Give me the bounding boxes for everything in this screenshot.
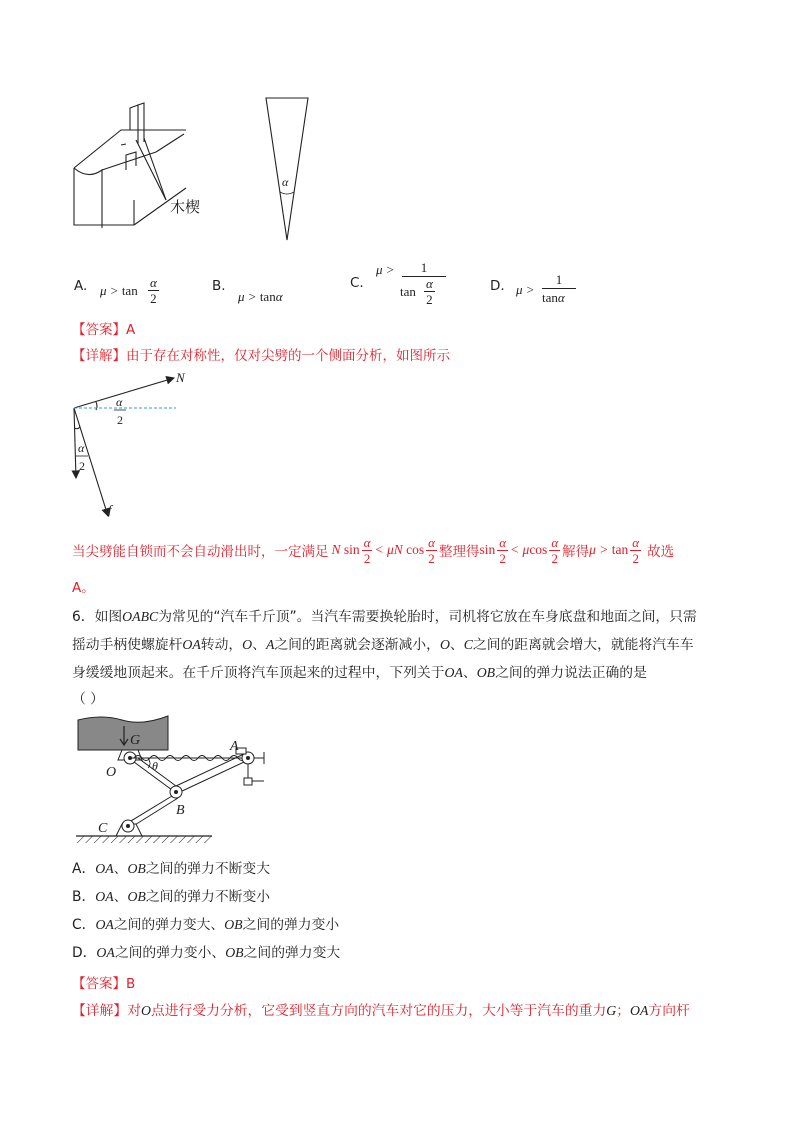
q5-condition-line: 当尖劈能自锁而不会自动滑出时，一定满足 N sin $\frac{\alpha}{2}$ < μN cos $\frac{\alpha}{2}$ 整理得 sin $\frac{\alpha}{2}$ < μcos $\frac{\alpha}{2}$ 解得 μ > tan $\frac{\alpha}{2}$ 故选: [72, 534, 675, 566]
option-d-expr: μ >: [516, 282, 535, 297]
jack-c-label: C: [98, 821, 108, 836]
q5-answer: 【答案】A: [72, 322, 136, 338]
jack-b-label: B: [176, 803, 185, 818]
option-a-expr: μ > tan: [100, 283, 138, 298]
jack-g-label: G: [130, 733, 141, 748]
svg-text:α: α: [78, 441, 85, 455]
wedge-angle-label: α: [282, 175, 289, 189]
svg-text:2: 2: [117, 413, 123, 427]
svg-text:θ: θ: [152, 759, 158, 773]
wedge-triangle-figure: [258, 94, 318, 244]
q5-detail: 【详解】由于存在对称性，仅对尖劈的一个侧面分析，如图所示: [72, 348, 450, 364]
option-b[interactable]: B. μ > tanα: [212, 278, 283, 304]
q6-line-2: 摇动手柄使螺旋杆OA转动，O、A之间的距离就会逐渐减小，O、C之间的距离就会增大，就能将汽车车: [72, 637, 694, 653]
q6-line-1: 6．如图OABC为常见的“汽车千斤顶”。当汽车需要换轮胎时，司机将它放在车身底盘和地面之间，只需: [72, 609, 697, 625]
q5-final: A。: [72, 580, 95, 596]
option-a[interactable]: A. μ > tan $\frac{\alpha}{2}$: [74, 275, 157, 306]
force-f-label: f: [108, 502, 112, 517]
option-b-expr: μ > tanα: [238, 289, 283, 304]
option-c[interactable]: C. μ > 1 tan $\frac{\alpha}{2}$: [350, 258, 460, 310]
q6-option-c[interactable]: C．OA之间的弹力变大、OB之间的弹力变小: [72, 917, 340, 933]
option-d[interactable]: D. μ > 1 tanα: [490, 270, 600, 310]
q6-answer: 【答案】B: [72, 976, 136, 992]
force-diagram: [64, 366, 194, 518]
wedge-label: 木楔: [170, 200, 201, 216]
log-wedge-figure: [66, 100, 236, 230]
jack-a-label: A: [230, 739, 239, 754]
q6-option-b[interactable]: B．OA、OB之间的弹力不断变小: [72, 889, 271, 905]
q6-option-a[interactable]: A．OA、OB之间的弹力不断变大: [72, 861, 271, 877]
option-c-expr: μ >: [376, 262, 395, 277]
q6-line-3: 身缓缓地顶起来。在千斤顶将汽车顶起来的过程中，下列关于OA、OB之间的弹力说法正确的是: [72, 665, 647, 681]
force-n-label: N: [176, 370, 185, 385]
car-jack-figure: [72, 712, 272, 844]
q6-bracket: （ ）: [72, 691, 104, 707]
svg-text:α: α: [116, 395, 123, 409]
svg-text:2: 2: [79, 459, 85, 473]
jack-o-label: O: [106, 765, 117, 780]
q6-detail: 【详解】对O点进行受力分析，它受到竖直方向的汽车对它的压力，大小等于汽车的重力G；OA方向杆: [72, 1003, 690, 1019]
q6-option-d[interactable]: D．OA之间的弹力变小、OB之间的弹力变大: [72, 945, 341, 961]
